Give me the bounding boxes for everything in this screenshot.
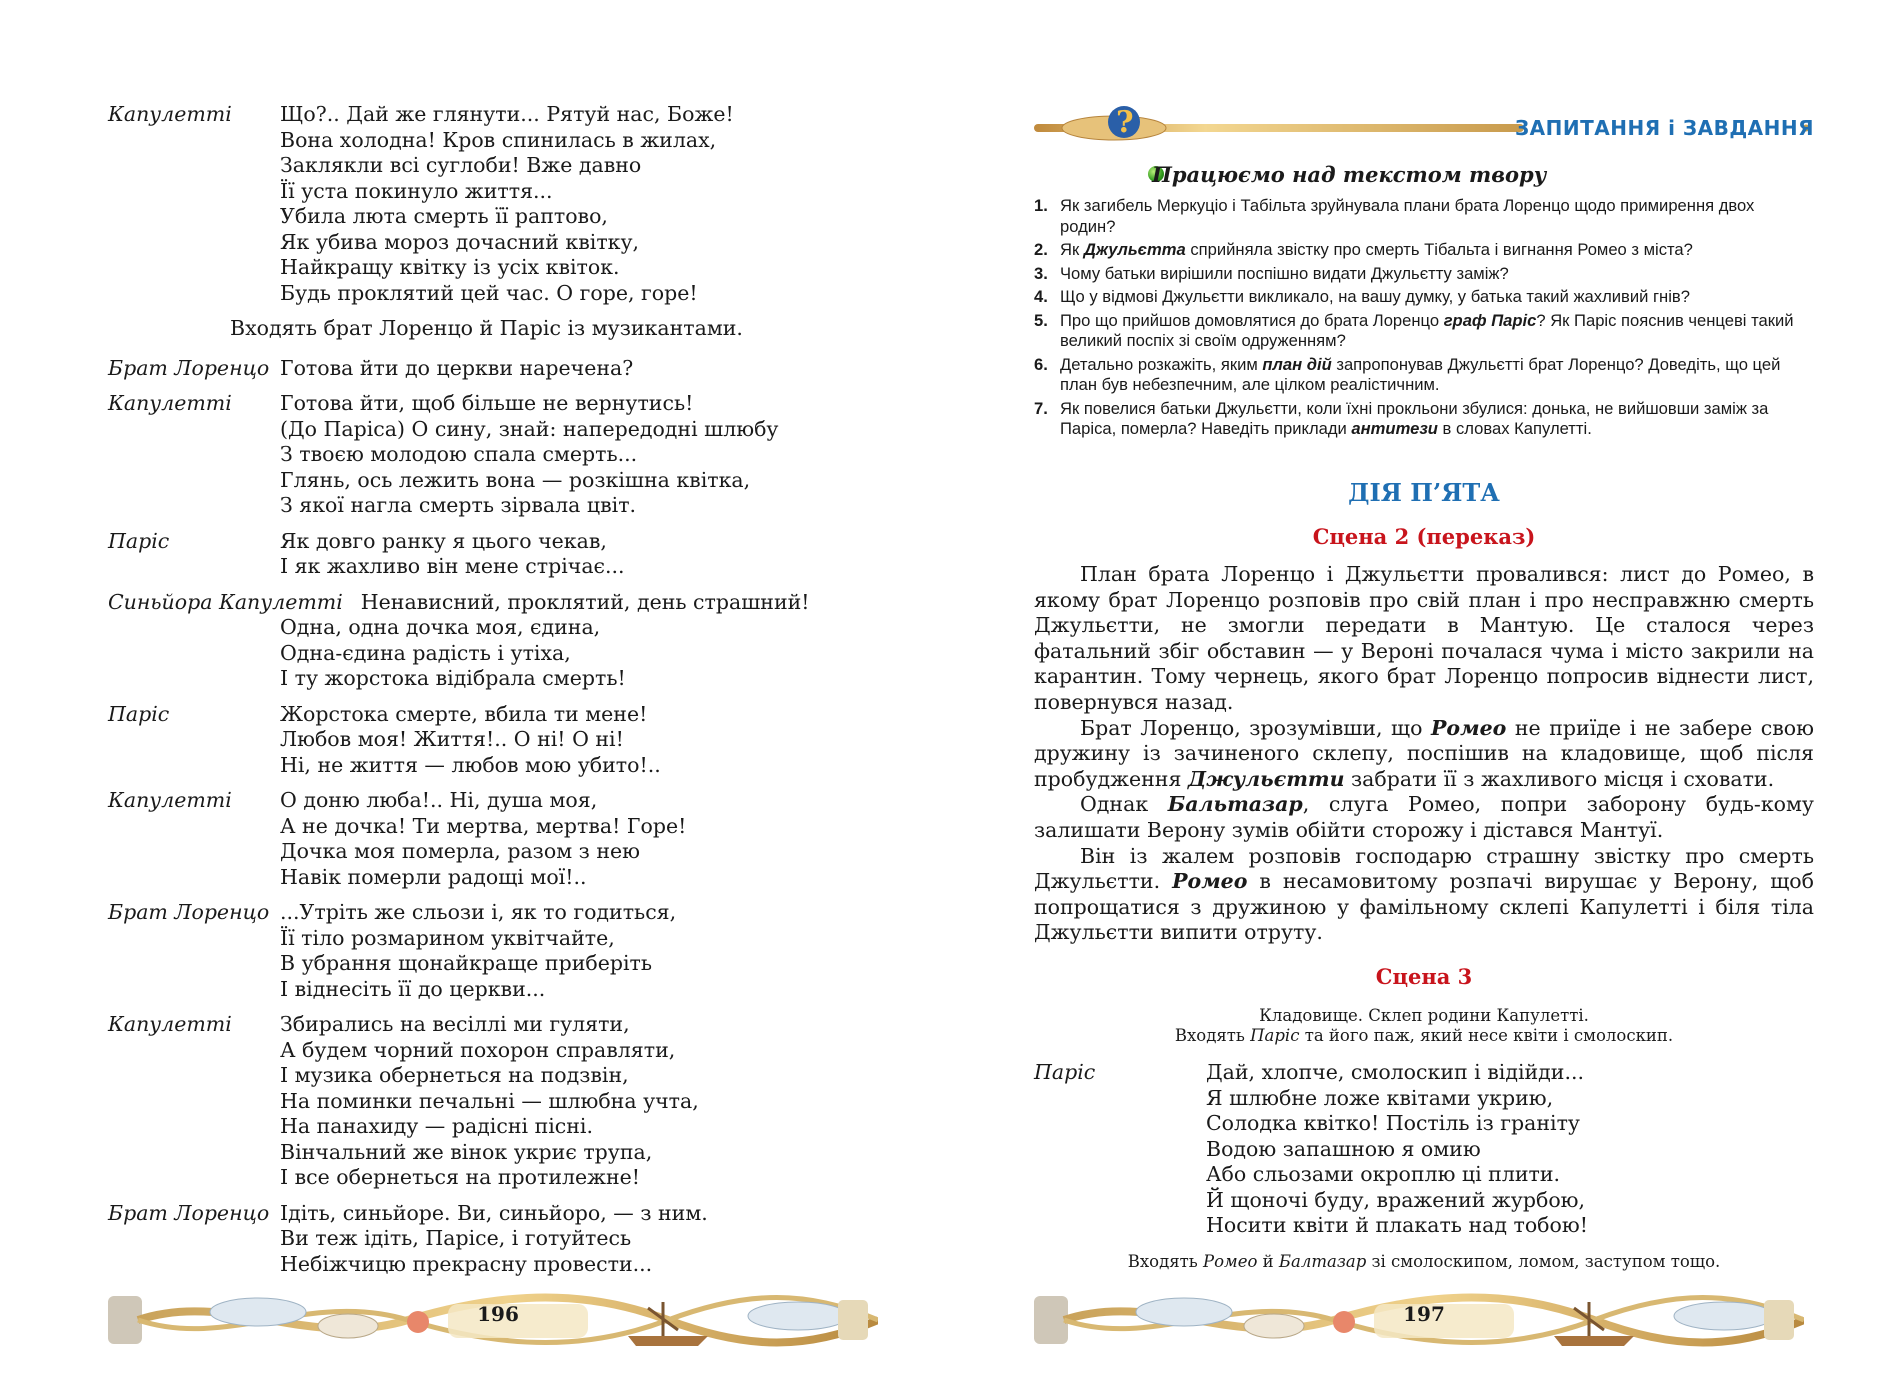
question-number: 2. [1034,240,1048,259]
speech-line: Як довго ранку я цього чекав, [280,528,607,553]
speech-line: І як жахливо він мене стрічає... [280,554,625,578]
speech-line: І віднесіть її до церкви... [280,976,546,1001]
stage-remark-line2 [1034,1026,1814,1046]
dialogue-block [108,1201,888,1278]
dialogue-block [108,788,888,890]
speaker-name: Капулетті [108,391,232,415]
scene3-title: Сцена 3 [1375,964,1473,989]
question-item [1034,196,1814,237]
question-text [1060,399,1814,440]
speech-line: Найкращу квітку із усіх квіток. [280,255,620,279]
text-run: , слуга Ромео, попри заборону будь-кому залишати Верону зумів обійти сторожу і дістався Мантуї. [1034,792,1814,842]
dialogue-block [108,391,888,519]
stage-remark-line1: Кладовище. Склеп родини Капулетті. [1259,1006,1589,1025]
italic-name: Ромео [1203,1252,1258,1271]
speech-lines [280,615,888,692]
dialogue-block [108,102,888,306]
text-run: забрати її з жахливого місця і сховати. [1344,766,1775,791]
text-run: Він із жалем розповів господарю страшну звістку про смерть Джульєтти. [1034,843,1814,894]
text-run: й [1257,1252,1279,1271]
text-run: Брат Лоренцо, зрозумівши, що [1080,715,1432,740]
page-number: 197 [1403,1302,1445,1326]
question-item [1034,311,1814,352]
question-number: 5. [1034,310,1048,330]
emphasis-text: граф Паріс [1443,310,1537,330]
section-heading: Працюємо над текстом твору [1152,162,1547,187]
speech-lines [280,102,888,306]
question-item [1034,399,1814,440]
text-run: та його паж, який несе квіти і смолоскип. [1299,1026,1674,1045]
text-run: не приїде і не забере свою дружину із зачиненого склепу, поспішив на кладовище, щоб після пробудження [1034,715,1814,791]
speech-line: Готова йти до церкви наречена? [280,355,634,380]
speech-lines [280,529,888,580]
text-run: Чому батьки вирішили поспішно видати Джульєтту заміж? [1060,263,1509,283]
text-run: запропонував Джульєтті брат Лоренцо? Доведіть, що цей план був небезпечним, але цілком реалістичним. [1060,354,1781,394]
speech-lines [1206,1060,1814,1239]
speech-line: Вона холодна! Кров спинилась в жилах, [280,127,717,152]
speaker-name: Брат Лоренцо [108,900,270,924]
emphasis-text: план дій [1262,354,1332,374]
dialogue-block [108,1012,888,1191]
speech-line: Її тіло розмарином уквітчайте, [280,925,615,950]
speech-lines [280,391,888,519]
page-number: 196 [477,1302,519,1326]
question-item [1034,264,1814,285]
text-run: Входять [1174,1026,1251,1045]
question-item [1034,287,1814,308]
emphasis-text: Бальтазар [1167,792,1303,817]
speaker-name: Брат Лоренцо [108,1200,270,1225]
text-run: в несамовитому розпачі вирушає у Верону, щоб попрощатися з дружиною у фамільному склепі Капулетті і біля тіла Джульєтти випити отруту. [1034,869,1814,945]
speech-lines [280,788,888,890]
question-text [1060,311,1814,352]
italic-name: Паріс [1250,1026,1300,1045]
speech-line: І музика обернеться на подзвін, [280,1063,629,1087]
speech-line: Небіжчицю прекрасну провести... [280,1251,653,1276]
speech-line: ...Утріть же сльози і, як то годиться, [280,900,677,924]
text-run: План брата Лоренцо і Джульєтти провалився: лист до Ромео, в якому брат Лоренцо розповів про свій план і про несправжню смерть Джульєтти, не змогли передати в Мантую. Це сталося через фатальний збіг обставин — у Вероні почалася чума і місто закрили на карантин. Тому чернець, якого брат Лоренцо попросив віднести лист, повернувся назад. [1034,562,1814,714]
emphasis-text: антитези [1351,419,1438,438]
speech-line: Ненависний, проклятий, день страшний! [360,589,810,614]
questions-title: ЗАПИТАННЯ і ЗАВДАННЯ [1514,116,1814,140]
text-run: зі смолоскипом, ломом, заступом тощо. [1366,1252,1721,1271]
text-run: в словах Капулетті. [1437,419,1592,438]
question-number: 4. [1034,287,1048,306]
speech-lines [280,356,888,382]
speech-line: На поминки печальні — шлюбна учта, [280,1088,699,1113]
speech-line: Будь проклятий цей час. О горе, горе! [280,280,698,305]
speech-line: Й щоночі буду, вражений журбою, [1206,1187,1586,1212]
speech-line: Ідіть, синьйоре. Ви, синьйоро, — з ним. [280,1200,708,1225]
text-run: Що у відмові Джульєтти викликало, на вашу думку, у батька такий жахливий гнів? [1060,287,1690,306]
questions-list [1034,196,1814,443]
stage-remark [1034,1006,1814,1046]
act-title: ДІЯ П’ЯТА [1348,478,1500,507]
paragraph [1034,792,1814,843]
speech-lines [280,900,888,1002]
speech-line: Навік померли радощі мої!.. [280,864,587,889]
text-run: Однак [1080,792,1168,817]
speech-line: Готова йти, щоб більше не вернутись! [280,391,694,415]
speech-line: Заклякли всі суглоби! Вже давно [280,153,642,177]
speaker-name: Паріс [108,528,170,553]
speech-line: Жорстока смерте, вбила ти мене! [280,701,648,726]
speech-line: Дай, хлопче, смолоскип і відійди... [1206,1060,1585,1084]
dialogue-block [108,356,888,382]
question-number: 3. [1034,263,1048,283]
italic-name: Балтазар [1278,1252,1367,1271]
question-text [1060,355,1814,396]
text-run: Детально розкажіть, яким [1060,354,1263,374]
paragraph [1034,716,1814,793]
speaker-name: Паріс [108,701,170,726]
final-stage-direction [1034,1252,1814,1272]
speech-line: На панахиду — радісні пісні. [280,1114,594,1138]
speech-line: Ні, не життя — любов мою убито!.. [280,752,661,777]
paragraph [1034,562,1814,716]
question-number: 7. [1034,398,1048,418]
speech-line: О доню люба!.. Ні, душа моя, [280,788,598,812]
dialogue-block [108,590,888,616]
speech-line: Що?.. Дай же глянути... Рятуй нас, Боже! [280,102,734,126]
questions-header [1034,104,1814,150]
emphasis-text: Ромео [1172,869,1248,894]
svg-text:?: ? [1116,105,1134,140]
text-run: сприйняла звістку про смерть Тібальта і вигнання Ромео з міста? [1185,240,1693,259]
speech-line: Збирались на весіллі ми гуляти, [280,1012,630,1036]
emphasis-text: Джульєтти [1187,766,1345,791]
text-run: Входять [1127,1252,1203,1271]
speech-line: Водою запашною я омию [1206,1136,1481,1161]
speech-line: Я шлюбне ложе квітами укрию, [1206,1085,1554,1110]
speech-lines [280,1012,888,1191]
scene2-title: Сцена 2 (переказ) [1312,524,1536,549]
speaker-name: Капулетті [108,788,232,812]
speech-line: Дочка моя померла, разом з нею [280,839,641,863]
speaker-name: Брат Лоренцо [108,355,270,380]
speech-line: Її уста покинуло життя... [280,178,553,203]
question-text [1060,287,1814,308]
dialogue-block-continued [108,615,888,692]
speech-line: І ту жорстока відібрала смерть! [280,666,626,690]
question-text [1060,196,1814,237]
paris-speech [1034,1060,1814,1249]
speech-line: Одна, одна дочка моя, єдина, [280,615,601,639]
dialogue-block [108,529,888,580]
text-run: Як повелися батьки Джульєтти, коли їхні прокльони збулися: донька, не вийшовши заміж за Паріса, померла? Наведіть приклади [1060,398,1769,438]
speech-line: Ви теж ідіть, Парісе, і готуйтесь [280,1226,632,1250]
speech-line: Любов моя! Життя!.. О ні! О ні! [280,727,624,751]
paragraph [1034,844,1814,946]
speech-line: Убила люта смерть її раптово, [280,204,608,228]
speech-line: Як убива мороз дочасний квітку, [280,229,640,254]
text-run: Про що прийшов домовлятися до брата Лоренцо [1060,310,1444,330]
speech-line: З якої нагла смерть зірвала цвіт. [280,493,637,517]
dialogue-block [108,900,888,1002]
speaker-name: Синьйора Капулетті [108,589,343,614]
question-number: 1. [1034,196,1048,215]
speech-line: А не дочка! Ти мертва, мертва! Горе! [280,813,687,838]
speech-line: Глянь, ось лежить вона — розкішна квітка, [280,467,751,492]
speech-line: І все обернеться на протилежне! [280,1165,641,1189]
text-run: ? Як Паріс пояснив ченцеві такий великий поспіх зі своїм одруженням? [1060,310,1794,350]
question-text [1060,264,1814,285]
speech-line: В убрання щонайкраще приберіть [280,951,653,975]
speech-line: А будем чорний похорон справляти, [280,1037,676,1062]
speech-line: Або сльозами окроплю ці плити. [1206,1162,1561,1186]
question-item [1034,240,1814,261]
left-dialogue [108,102,888,1287]
question-text [1060,240,1814,261]
speaker-spacer [108,615,280,692]
stage-direction: Входять брат Лоренцо й Паріс із музикантами. [230,316,743,340]
speech-lines [280,1201,888,1278]
speech-line: Вінчальний же вінок укриє трупа, [280,1139,653,1164]
dialogue-block [108,702,888,779]
speech-line: З твоєю молодою спала смерть... [280,442,638,466]
speech-line: Солодка квітко! Постіль із граніту [1206,1111,1580,1135]
text-run: Як загибель Меркуціо і Табільта зруйнувала плани брата Лоренцо щодо примирення двох родин? [1060,196,1755,236]
question-number: 6. [1034,354,1048,374]
speech-line: (До Паріса) О сину, знай: напередодні шлюбу [280,416,779,441]
speech-line: Одна-єдина радість і утіха, [280,640,571,665]
text-run: Як [1060,240,1084,259]
emphasis-text: Ромео [1431,715,1507,740]
speech-line: Носити квіти й плакать над тобою! [1206,1213,1588,1237]
scene2-retelling [1034,562,1814,946]
speaker-name: Капулетті [108,1012,232,1036]
speaker-name: Паріс [1034,1060,1096,1084]
question-item [1034,355,1814,396]
emphasis-text: Джульєтта [1083,240,1186,259]
speech-lines [280,702,888,779]
speaker-name: Капулетті [108,102,232,126]
